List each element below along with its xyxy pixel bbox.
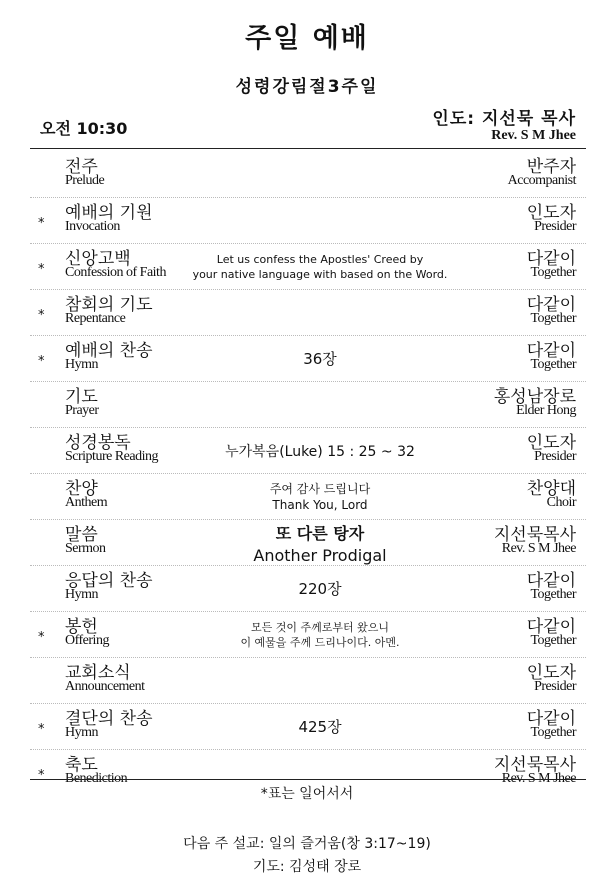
item-english: Hymn [65, 725, 98, 740]
order-row-hymn-commitment [30, 704, 586, 750]
item-english: Anthem [65, 495, 108, 510]
item-detail [190, 336, 450, 381]
anthem-title-english: Thank You, Lord [272, 497, 368, 512]
bulletin-title: 주일 예배 [245, 23, 369, 54]
item-korean: 교회소식 [65, 663, 131, 683]
order-row-prelude [30, 152, 586, 198]
leader-korean-cell: 다같이 [526, 571, 576, 591]
leader-korean-cell: 다같이 [526, 617, 576, 637]
detail-line-2: your native language with based on the Word. [192, 267, 448, 281]
order-row-offering [30, 612, 586, 658]
leader-english-cell: Together [530, 311, 576, 326]
item-english: Announcement [65, 679, 145, 694]
order-row-hymn-response [30, 566, 586, 612]
leader-korean-cell: 인도자 [526, 433, 576, 453]
leader-english: Rev. S M Jhee [491, 128, 576, 143]
leader-english-cell: Accompanist [507, 173, 576, 188]
leader-korean-cell: 지선묵목사 [493, 525, 576, 545]
item-korean: 봉헌 [65, 617, 98, 637]
item-korean: 참회의 기도 [65, 295, 153, 315]
leader-korean: 인도: 지선묵 목사 [432, 109, 576, 129]
item-korean: 예배의 기원 [65, 203, 153, 223]
order-row-repentance [30, 290, 586, 336]
leader-korean-cell: 다같이 [526, 295, 576, 315]
anthem-title-korean: 주여 감사 드립니다 [269, 481, 371, 496]
item-english: Prayer [65, 403, 99, 418]
order-row-sermon [30, 520, 586, 566]
item-korean: 말씀 [65, 525, 98, 545]
leader-korean-cell: 인도자 [526, 663, 576, 683]
leader-english-cell: Together [530, 725, 576, 740]
leader-english-cell: Rev. S M Jhee [501, 771, 576, 786]
item-english: Prelude [65, 173, 105, 188]
leader-korean-cell: 다같이 [526, 249, 576, 269]
sermon-title-english: Another Prodigal [253, 545, 387, 565]
item-detail [190, 566, 450, 611]
next-week-sermon: 다음 주 설교: 일의 즐거움(창 3:17~19) [183, 836, 431, 852]
leader-korean-cell: 다같이 [526, 341, 576, 361]
leader-korean-cell: 홍성남장로 [493, 387, 576, 407]
leader-english-cell: Together [530, 587, 576, 602]
top-divider [30, 148, 586, 149]
item-detail [190, 612, 450, 657]
leader-english-cell: Together [530, 633, 576, 648]
bulletin-subtitle: 성령강림절3주일 [235, 77, 379, 97]
order-row-prayer [30, 382, 586, 428]
item-detail [190, 704, 450, 749]
standing-mark: * [38, 354, 45, 369]
item-korean: 전주 [65, 157, 98, 177]
standing-mark: * [38, 722, 45, 737]
item-english: Repentance [65, 311, 126, 326]
standing-note: *표는 일어서서 [260, 786, 354, 802]
item-english: Hymn [65, 587, 98, 602]
standing-mark: * [38, 768, 45, 783]
leader-korean-cell: 찬양대 [526, 479, 576, 499]
leader-korean-cell: 지선묵목사 [493, 755, 576, 775]
hymn-number: 36장 [303, 350, 337, 368]
item-korean: 응답의 찬송 [65, 571, 153, 591]
offering-line-2: 이 예물을 주께 드리나이다. 아멘. [240, 635, 400, 649]
leader-english-cell: Together [530, 265, 576, 280]
leader-english-cell: Presider [534, 219, 576, 234]
standing-mark: * [38, 262, 45, 277]
item-korean: 축도 [65, 755, 98, 775]
leader-korean-cell: 인도자 [526, 203, 576, 223]
item-english: Hymn [65, 357, 98, 372]
item-korean: 결단의 찬송 [65, 709, 153, 729]
item-korean: 예배의 찬송 [65, 341, 153, 361]
leader-korean-cell: 반주자 [526, 157, 576, 177]
scripture-reference: 누가복음(Luke) 15 : 25 ~ 32 [225, 443, 415, 460]
leader-english-cell: Rev. S M Jhee [501, 541, 576, 556]
next-week-prayer: 기도: 김성태 장로 [252, 859, 362, 875]
offering-line-1: 모든 것이 주께로부터 왔으니 [250, 620, 389, 634]
standing-mark: * [38, 216, 45, 231]
item-english: Benediction [65, 771, 128, 786]
leader-korean-cell: 다같이 [526, 709, 576, 729]
item-korean: 찬양 [65, 479, 98, 499]
leader-english-cell: Elder Hong [516, 403, 576, 418]
item-detail [190, 244, 450, 289]
order-of-worship [30, 152, 586, 795]
standing-mark: * [38, 308, 45, 323]
leader-english-cell: Together [530, 357, 576, 372]
bottom-divider [30, 779, 586, 780]
order-row-hymn-worship [30, 336, 586, 382]
item-english: Invocation [65, 219, 120, 234]
item-detail [190, 428, 450, 473]
item-korean: 신앙고백 [65, 249, 131, 269]
order-row-confession [30, 244, 586, 290]
order-row-announcement [30, 658, 586, 704]
leader-english-cell: Choir [546, 495, 576, 510]
item-english: Sermon [65, 541, 106, 556]
detail-line-1: Let us confess the Apostles' Creed by [216, 252, 424, 266]
leader-english-cell: Presider [534, 679, 576, 694]
standing-mark: * [38, 630, 45, 645]
item-english: Confession of Faith [65, 265, 166, 280]
sermon-title-korean: 또 다른 탕자 [275, 523, 365, 543]
item-korean: 기도 [65, 387, 98, 407]
order-row-scripture [30, 428, 586, 474]
hymn-number: 220장 [298, 580, 342, 598]
order-row-anthem [30, 474, 586, 520]
hymn-number: 425장 [298, 718, 342, 736]
item-detail [190, 520, 450, 565]
item-english: Offering [65, 633, 109, 648]
item-english: Scripture Reading [65, 449, 158, 464]
service-time: 오전 10:30 [40, 119, 128, 138]
leader-english-cell: Presider [534, 449, 576, 464]
order-row-invocation [30, 198, 586, 244]
item-detail [190, 474, 450, 519]
item-korean: 성경봉독 [65, 433, 131, 453]
